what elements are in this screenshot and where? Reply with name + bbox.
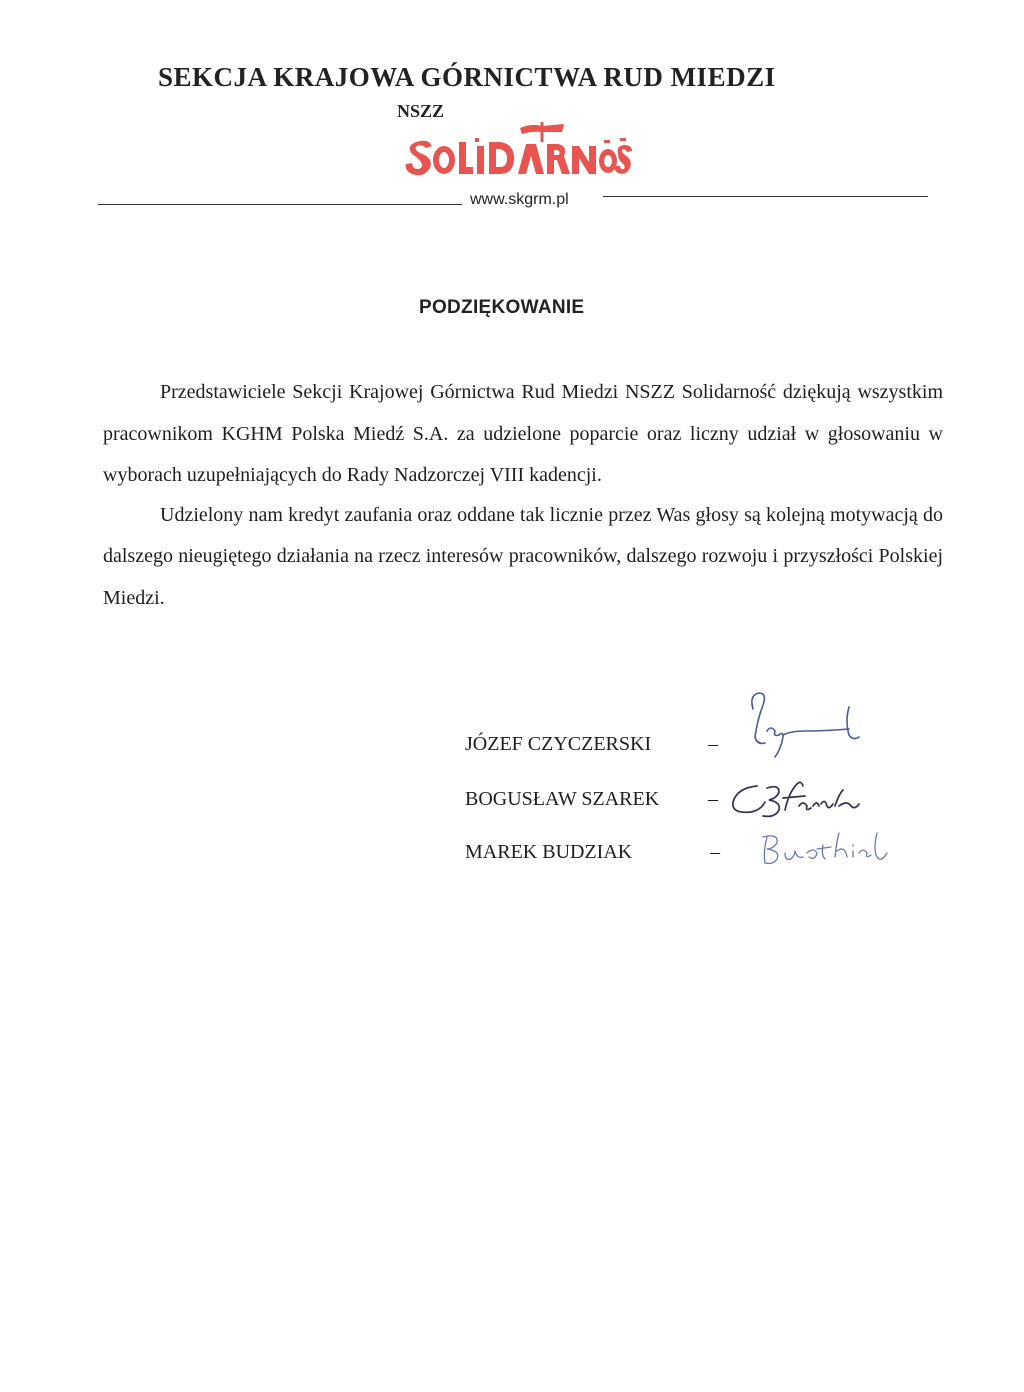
signature-czyczerski	[745, 687, 875, 767]
body-paragraph-2: Udzielony nam kredyt zaufania oraz oddane tak licznie przez Was głosy są kolejną motywacją do dalszego nieugiętego działania na rzecz interesów pracowników, dalszego rozwoju i przyszłości Polskiej Miedzi.	[103, 503, 943, 609]
signatory-row	[465, 733, 885, 773]
header-divider-right	[603, 196, 928, 197]
body-paragraph-1: Przedstawiciele Sekcji Krajowej Górnictwa Rud Miedzi NSZZ Solidarność dziękują wszystkim pracownikom KGHM Polska Miedź S.A. za udzielone poparcie oraz liczny udział w głosowaniu w wyborach uzupełniających do Rady Nadzorczej VIII kadencji.	[103, 381, 943, 486]
signature-budziak	[757, 823, 907, 873]
signatory-name: JÓZEF CZYCZERSKI	[465, 733, 652, 755]
signatory-row	[465, 841, 905, 881]
solidarnosc-logo	[404, 118, 634, 184]
signatory-dash: –	[708, 733, 718, 755]
letter-body	[103, 372, 943, 619]
signatory-name: BOGUSŁAW SZAREK	[465, 788, 660, 810]
header-divider-left	[98, 204, 462, 205]
organization-subtitle: NSZZ	[397, 101, 445, 121]
organization-title: SEKCJA KRAJOWA GÓRNICTWA RUD MIEDZI	[158, 62, 776, 92]
signature-szarek	[727, 776, 887, 826]
signatory-name: MAREK BUDZIAK	[465, 841, 633, 863]
document-title: PODZIĘKOWANIE	[419, 297, 585, 318]
website-link[interactable]: www.skgrm.pl	[470, 191, 569, 208]
signatory-row	[465, 788, 885, 828]
signatory-dash: –	[708, 788, 718, 810]
signatory-dash: –	[710, 841, 720, 863]
